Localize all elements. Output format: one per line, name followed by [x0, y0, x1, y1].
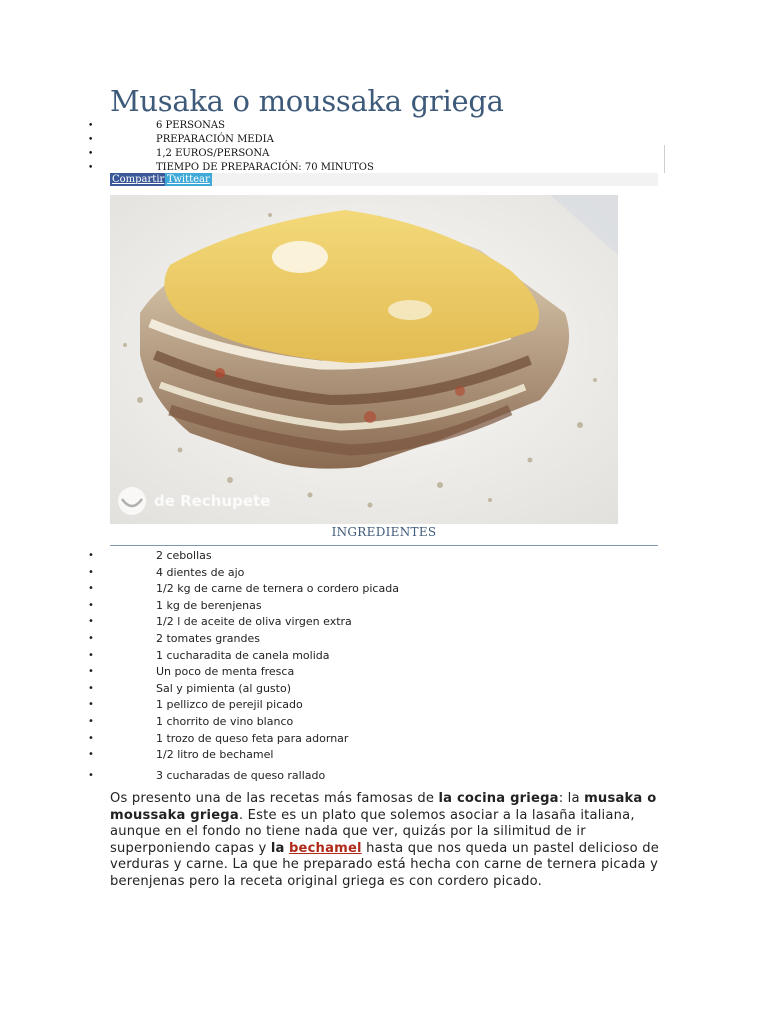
page-title: Musaka o moussaka griega: [110, 84, 504, 118]
ingredient-item: • 1 pellizco de perejil picado: [110, 697, 399, 714]
ingredient-item: • 2 tomates grandes: [110, 631, 399, 648]
meta-cost: • 1,2 EUROS/PERSONA: [110, 147, 374, 161]
intro-text: : la: [558, 791, 585, 806]
meta-time: • TIEMPO DE PREPARACIÓN: 70 MINUTOS: [110, 161, 374, 175]
recipe-meta-list: [110, 119, 374, 175]
ingredient-item: • Un poco de menta fresca: [110, 664, 399, 681]
intro-paragraph: [110, 791, 670, 890]
ingredient-item: • 2 cebollas: [110, 548, 399, 565]
intro-bold-la: la: [270, 840, 285, 856]
twitter-tweet-button[interactable]: Twittear: [167, 174, 210, 185]
photo-watermark: de Rechupete: [154, 492, 271, 510]
divider: [664, 145, 665, 173]
intro-text: . Este es un plato que solemos asociar a la lasaña italiana, aunque en el fondo no tiene nada que ver, quizás por la silimitud de ir superponiendo capas y: [110, 807, 635, 856]
ingredient-item: • Sal y pimienta (al gusto): [110, 681, 399, 698]
ingredients-heading: INGREDIENTES: [331, 525, 437, 539]
ingredients-rule: [110, 545, 658, 546]
ingredients-list: [110, 548, 399, 784]
ingredient-item: • 1 trozo de queso feta para adornar: [110, 731, 399, 748]
ingredient-item: • 4 dientes de ajo: [110, 565, 399, 582]
intro-text: hasta que nos queda un pastel delicioso de verduras y carne. La que he preparado está hecha con carne de ternera picada y berenjenas pero la receta original griega es con cordero picado.: [110, 840, 660, 889]
ingredient-item: • 3 cucharadas de queso rallado: [110, 768, 399, 785]
meta-servings: • 6 PERSONAS: [110, 119, 374, 133]
ingredient-item: • 1/2 kg de carne de ternera o cordero picada: [110, 581, 399, 598]
facebook-share-button[interactable]: Compartir: [112, 174, 165, 185]
moussaka-photo: [110, 195, 618, 524]
rechupete-logo-icon: [118, 487, 146, 515]
ingredient-item: • 1/2 l de aceite de oliva virgen extra: [110, 614, 399, 631]
meta-difficulty: • PREPARACIÓN MEDIA: [110, 133, 374, 147]
intro-bold-dish: musaka o moussaka griega: [110, 791, 657, 823]
intro-bold-cuisine: la cocina griega: [438, 791, 559, 806]
ingredient-item: • 1 cucharadita de canela molida: [110, 648, 399, 665]
ingredient-item: • 1 kg de berenjenas: [110, 598, 399, 615]
ingredient-item: • 1/2 litro de bechamel: [110, 747, 399, 764]
bechamel-link[interactable]: bechamel: [288, 840, 362, 856]
intro-text: Os presento una de las recetas más famosas de: [110, 791, 439, 806]
ingredient-item: • 1 chorrito de vino blanco: [110, 714, 399, 731]
